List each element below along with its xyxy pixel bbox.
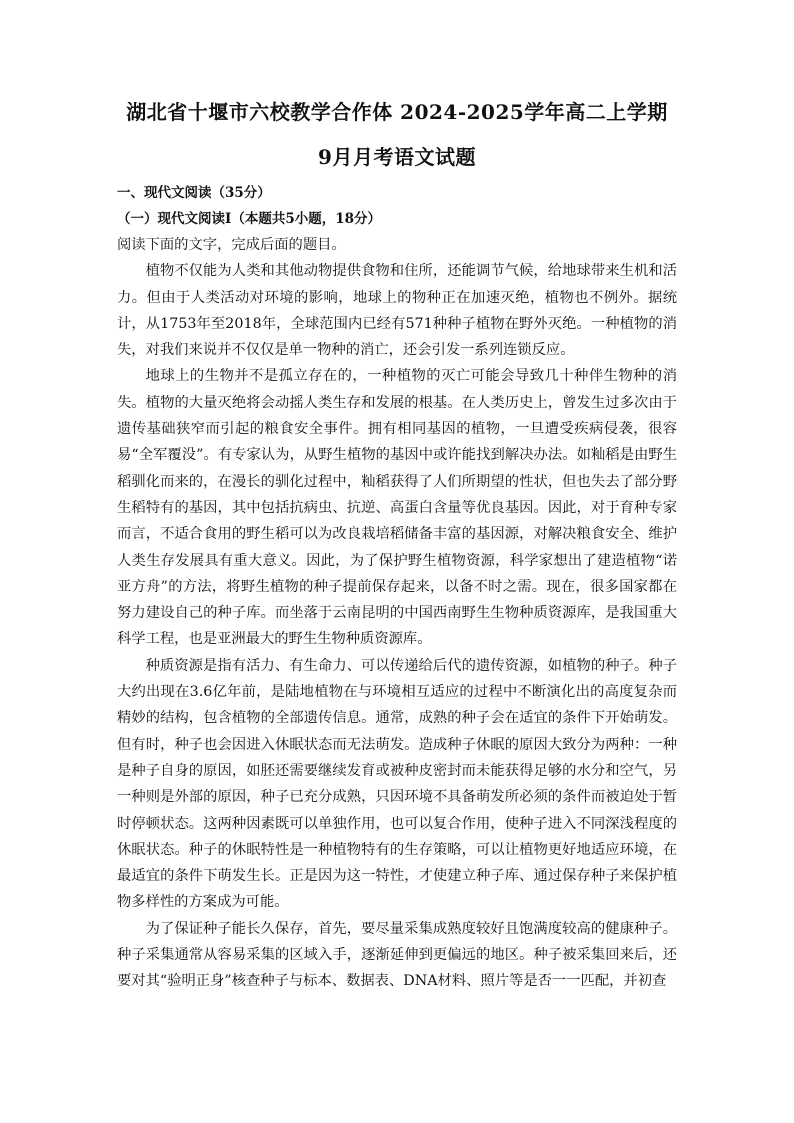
paragraph-2: 地球上的生物并不是孤立存在的，一种植物的灭亡可能会导致几十种伴生物种的消失。植物的大量灭绝将会动摇人类生存和发展的根基。在人类历史上，曾发生过多次由于遗传基础狭窄而引起的粮食安全事件。拥有相同基因的植物，一旦遭受疾病侵袭，很容易“全军覆没”。有专家认为，从野生植物的基因中或许能找到解决办法。如籼稻是由野生稻驯化而来的，在漫长的驯化过程中，籼稻获得了人们所期望的性状，但也失去了部分野生稻特有的基因，其中包括抗病虫、抗逆、高蛋白含量等优良基因。因此，对于育种专家而言，不适合食用的野生稻可以为改良栽培稻储备丰富的基因源，对解决粮食安全、维护人类生存发展具有重大意义。因此，为了保护野生植物资源，科学家想出了建造植物“诺亚方舟”的方法，将野生植物的种子提前保存起来，以备不时之需。现在，很多国家都在努力建设自己的种子库。而坐落于云南昆明的中国西南野生生物种质资源库，是我国重大科学工程，也是亚洲最大的野生生物种质资源库。 (117, 368, 677, 648)
paragraph-3: 种质资源是指有活力、有生命力、可以传递给后代的遗传资源，如植物的种子。种子大约出现在3.6亿年前，是陆地植物在与环境相互适应的过程中不断演化出的高度复杂而精妙的结构，包含植物的全部遗传信息。通常，成熟的种子会在适宜的条件下开始萌发。但有时，种子也会因进入休眠状态而无法萌发。造成种子休眠的原因大致分为两种：一种是种子自身的原因，如胚还需要继续发育或被种皮密封而未能获得足够的水分和空气，另一种则是外部的原因，种子已充分成熟，只因环境不具备萌发所必须的条件而被迫处于暂时停顿状态。这两种因素既可以单独作用，也可以复合作用，使种子进入不同深浅程度的休眠状态。种子的休眠特性是一种植物特有的生存策略，可以让植物更好地适应环境，在最适宜的条件下萌发生长。正是因为这一特性，才使建立种子库、通过保存种子来保护植物多样性的方案成为可能。 (117, 657, 677, 911)
document-title-line-2: 9月月考语文试题 (318, 145, 476, 169)
subsection-heading: （一）现代文阅读I（本题共5小题，18分） (117, 211, 381, 227)
paragraph-1: 植物不仅能为人类和其他动物提供食物和住所，还能调节气候，给地球带来生机和活力。但由于人类活动对环境的影响，地球上的物种正在加速灭绝，植物也不例外。据统计，从1753年至2018年，全球范围内已经有571种种子植物在野外灭绝。一种植物的消失，对我们来说并不仅仅是单一物种的消亡，还会引发一系列连锁反应。 (117, 263, 677, 359)
instruction-text: 阅读下面的文字，完成后面的题目。 (117, 237, 346, 253)
section-heading: 一、现代文阅读（35分） (117, 185, 271, 201)
paragraph-4: 为了保证种子能长久保存，首先，要尽量采集成熟度较好且饱满度较高的健康种子。种子采集通常从容易采集的区域入手，逐渐延伸到更偏远的地区。种子被采集回来后，还要对其“验明正身”核查种子与标本、数据表、DNA材料、照片等是否一一匹配，并初查 (117, 920, 677, 990)
document-title-line-1: 湖北省十堰市六校教学合作体 2024-2025学年高二上学期 (126, 100, 668, 124)
reading-passage (117, 232, 677, 995)
